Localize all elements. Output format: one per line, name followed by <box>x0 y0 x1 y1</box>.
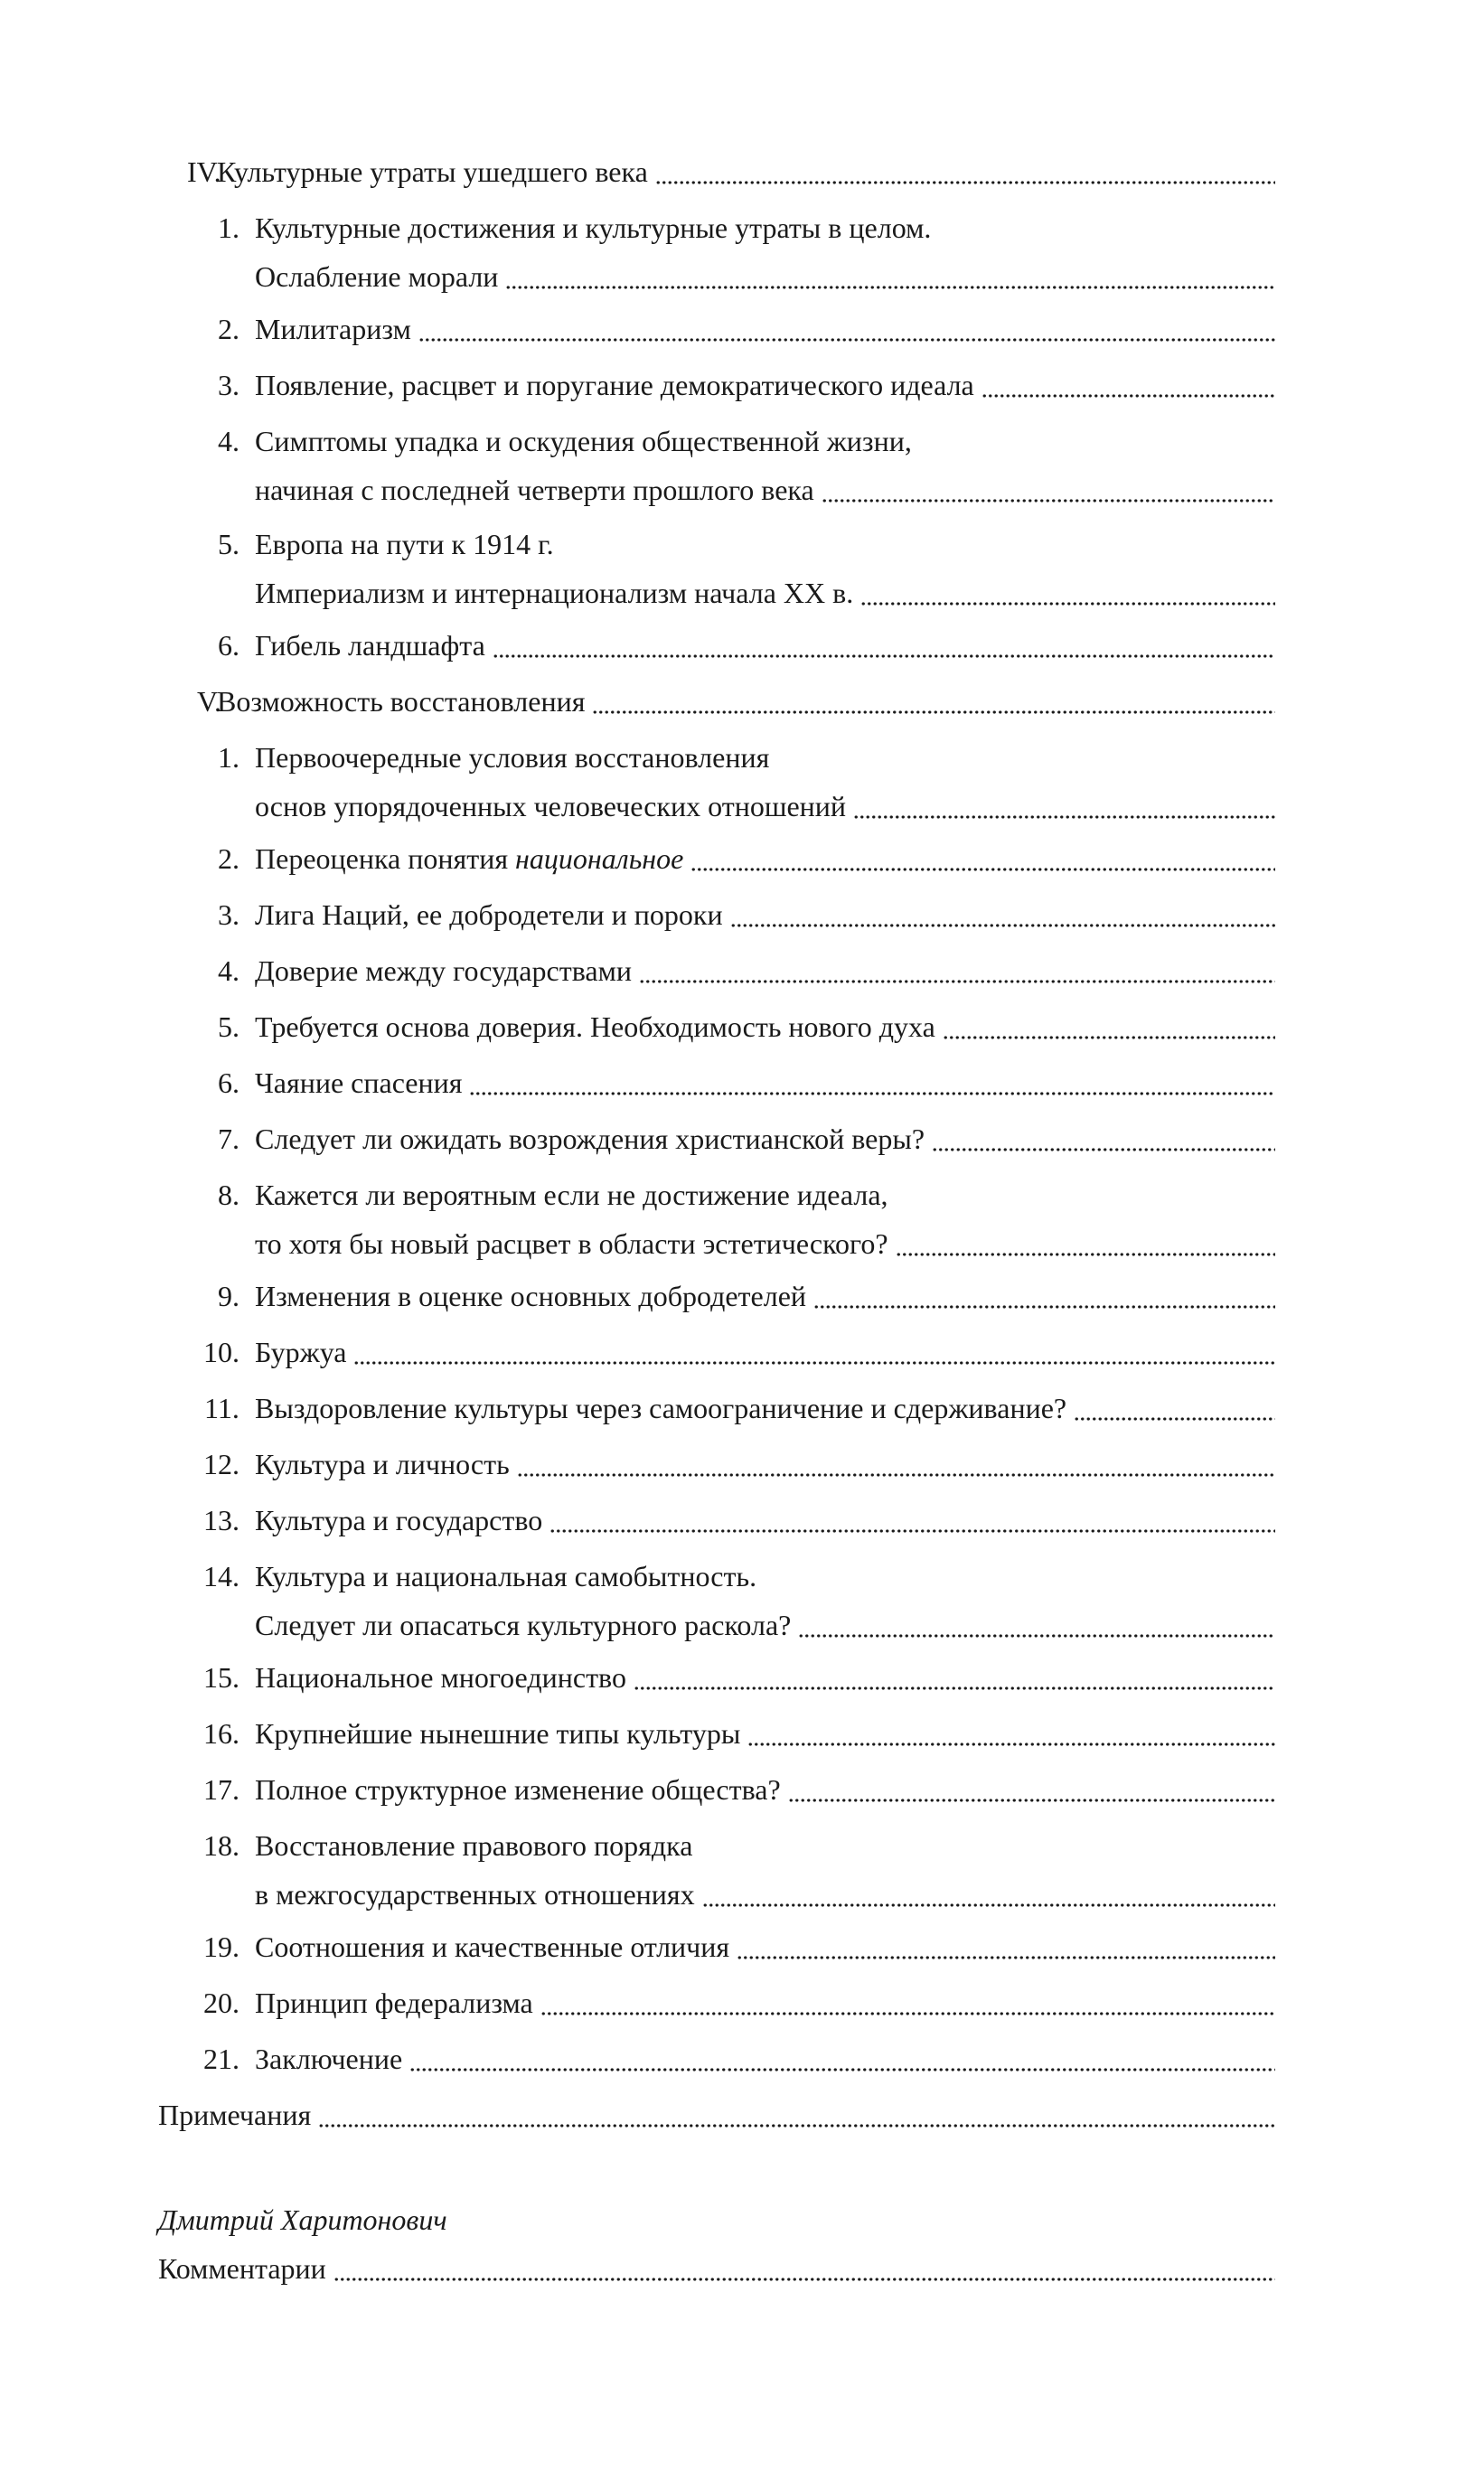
dot-leader <box>409 2041 1275 2077</box>
toc-entry-title: Восстановление правового порядка <box>255 1829 693 1862</box>
dot-leader <box>634 1659 1275 1696</box>
dot-leader <box>1074 1390 1275 1426</box>
toc-entry-number: 11. <box>204 1392 240 1424</box>
dot-leader <box>702 1876 1275 1912</box>
dot-leader <box>896 1226 1275 1262</box>
toc-entry-title: Культура и государство <box>255 1504 543 1536</box>
toc-entry-title: Принцип федерализма <box>255 1987 533 2019</box>
toc-entry-title: в межгосударственных отношениях <box>255 1878 695 1911</box>
toc-entry-number: 1. <box>218 211 240 244</box>
dot-leader <box>540 1985 1275 2021</box>
toc-entry-title: Гибель ландшафта <box>255 629 485 662</box>
dot-leader <box>549 1502 1275 1538</box>
toc-entry-title: Культура и национальная самобытность. <box>255 1560 757 1592</box>
toc-entry-title: Крупнейшие нынешние типы культуры <box>255 1717 741 1750</box>
toc-entry-title: Империализм и интернационализм начала XX в. <box>255 577 854 609</box>
toc-entry-title: Переоценка понятия национальное <box>255 842 684 875</box>
toc-entry-title: Соотношения и качественные отличия <box>255 1930 730 1963</box>
dot-leader <box>418 311 1275 347</box>
dot-leader <box>690 841 1275 877</box>
dot-leader <box>469 1065 1275 1101</box>
toc-entry-title: Национальное многоединство <box>255 1661 626 1694</box>
dot-leader <box>860 575 1275 611</box>
toc-entry-number: IV. <box>187 155 221 188</box>
toc-entry-title: начиная с последней четверти прошлого века <box>255 474 814 506</box>
toc-entry-number: 16. <box>203 1717 240 1750</box>
toc-entry-title: Примечания <box>158 2099 312 2131</box>
toc-entry-title: Возможность восстановления <box>217 685 586 718</box>
toc-entry-number: 6. <box>218 1066 240 1099</box>
toc-entry-title: Доверие между государствами <box>255 954 632 987</box>
dot-leader <box>813 1278 1275 1314</box>
toc-entry-title: Полное структурное изменение общества? <box>255 1773 781 1806</box>
toc-entry-title: Кажется ли вероятным если не достижение идеала, <box>255 1179 888 1211</box>
dot-leader <box>788 1771 1275 1808</box>
toc-entry-number: 9. <box>218 1280 240 1312</box>
toc-entry-number: 20. <box>203 1987 240 2019</box>
dot-leader <box>493 627 1275 663</box>
toc-entry-title: Буржуа <box>255 1336 347 1368</box>
toc-entry-title: то хотя бы новый расцвет в области эстетического? <box>255 1227 888 1260</box>
toc-entry-number: 3. <box>218 898 240 931</box>
toc-entry-title: Заключение <box>255 2043 403 2075</box>
dot-leader <box>943 1009 1275 1045</box>
dot-leader <box>747 1715 1275 1752</box>
toc-entry-number: 2. <box>218 313 240 345</box>
toc-entry-title: Культурные достижения и культурные утраты в целом. <box>255 211 932 244</box>
toc-entry-number: 14. <box>203 1560 240 1592</box>
toc-entry-number: 8. <box>218 1179 240 1211</box>
toc-entry-title: Первоочередные условия восстановления <box>255 741 770 774</box>
toc-entry-title: Культурные утраты ушедшего века <box>217 155 648 188</box>
dot-leader <box>737 1929 1275 1965</box>
toc-entry-title: Лига Наций, ее добродетели и пороки <box>255 898 723 931</box>
toc-entry-number: 2. <box>218 842 240 875</box>
dot-leader <box>798 1607 1275 1643</box>
toc-entry-number: 17. <box>203 1773 240 1806</box>
author-name: Дмитрий Харитонович <box>158 2203 447 2236</box>
toc-entry-number: 13. <box>203 1504 240 1536</box>
toc-entry-number: 3. <box>218 369 240 401</box>
toc-entry-number: 4. <box>218 954 240 987</box>
toc-entry-number: 15. <box>203 1661 240 1694</box>
dot-leader <box>730 897 1275 933</box>
toc-entry-title: Появление, расцвет и поругание демократического идеала <box>255 369 974 401</box>
toc-entry-number: 1. <box>218 741 240 774</box>
toc-entry-title: Европа на пути к 1914 г. <box>255 528 554 560</box>
dot-leader <box>333 2250 1275 2287</box>
toc-entry-title: Изменения в оценке основных добродетелей <box>255 1280 807 1312</box>
toc-entry-title: Следует ли ожидать возрождения христианской веры? <box>255 1123 925 1155</box>
dot-leader <box>655 154 1275 190</box>
toc-entry-title: Милитаризм <box>255 313 411 345</box>
dot-leader <box>932 1121 1275 1157</box>
toc-entry-number: 5. <box>218 1010 240 1043</box>
toc-entry-title: Ослабление морали <box>255 260 499 293</box>
dot-leader <box>318 2097 1275 2133</box>
toc-entry-number: 4. <box>218 425 240 457</box>
toc-entry-number: 10. <box>203 1336 240 1368</box>
toc-entry-title: Требуется основа доверия. Необходимость нового духа <box>255 1010 935 1043</box>
dot-leader <box>982 367 1275 403</box>
dot-leader <box>822 472 1275 508</box>
dot-leader <box>639 953 1275 989</box>
toc-entry-title: Чаяние спасения <box>255 1066 463 1099</box>
toc-entry-italic-term: национальное <box>515 842 684 875</box>
toc-entry-number: 19. <box>203 1930 240 1963</box>
toc-entry-title: основ упорядоченных человеческих отношений <box>255 790 847 822</box>
toc-entry-number: 5. <box>218 528 240 560</box>
toc-entry-number: 12. <box>203 1448 240 1480</box>
toc-entry-title: Симптомы упадка и оскудения общественной жизни, <box>255 425 912 457</box>
toc-entry-number: 18. <box>203 1829 240 1862</box>
toc-entry-number: 6. <box>218 629 240 662</box>
dot-leader <box>517 1446 1275 1482</box>
toc-entry-number: 21. <box>203 2043 240 2075</box>
dot-leader <box>853 788 1275 824</box>
toc-entry-title: Комментарии <box>158 2252 326 2285</box>
toc-entry-number: V. <box>197 685 221 718</box>
toc-entry-number: 7. <box>218 1123 240 1155</box>
dot-leader <box>505 258 1275 295</box>
toc-entry-title: Культура и личность <box>255 1448 510 1480</box>
toc-entry-title: Выздоровление культуры через самоограничение и сдерживание? <box>255 1392 1067 1424</box>
toc-entry-title: Следует ли опасаться культурного раскола? <box>255 1609 792 1641</box>
dot-leader <box>592 683 1275 719</box>
dot-leader <box>353 1334 1275 1370</box>
